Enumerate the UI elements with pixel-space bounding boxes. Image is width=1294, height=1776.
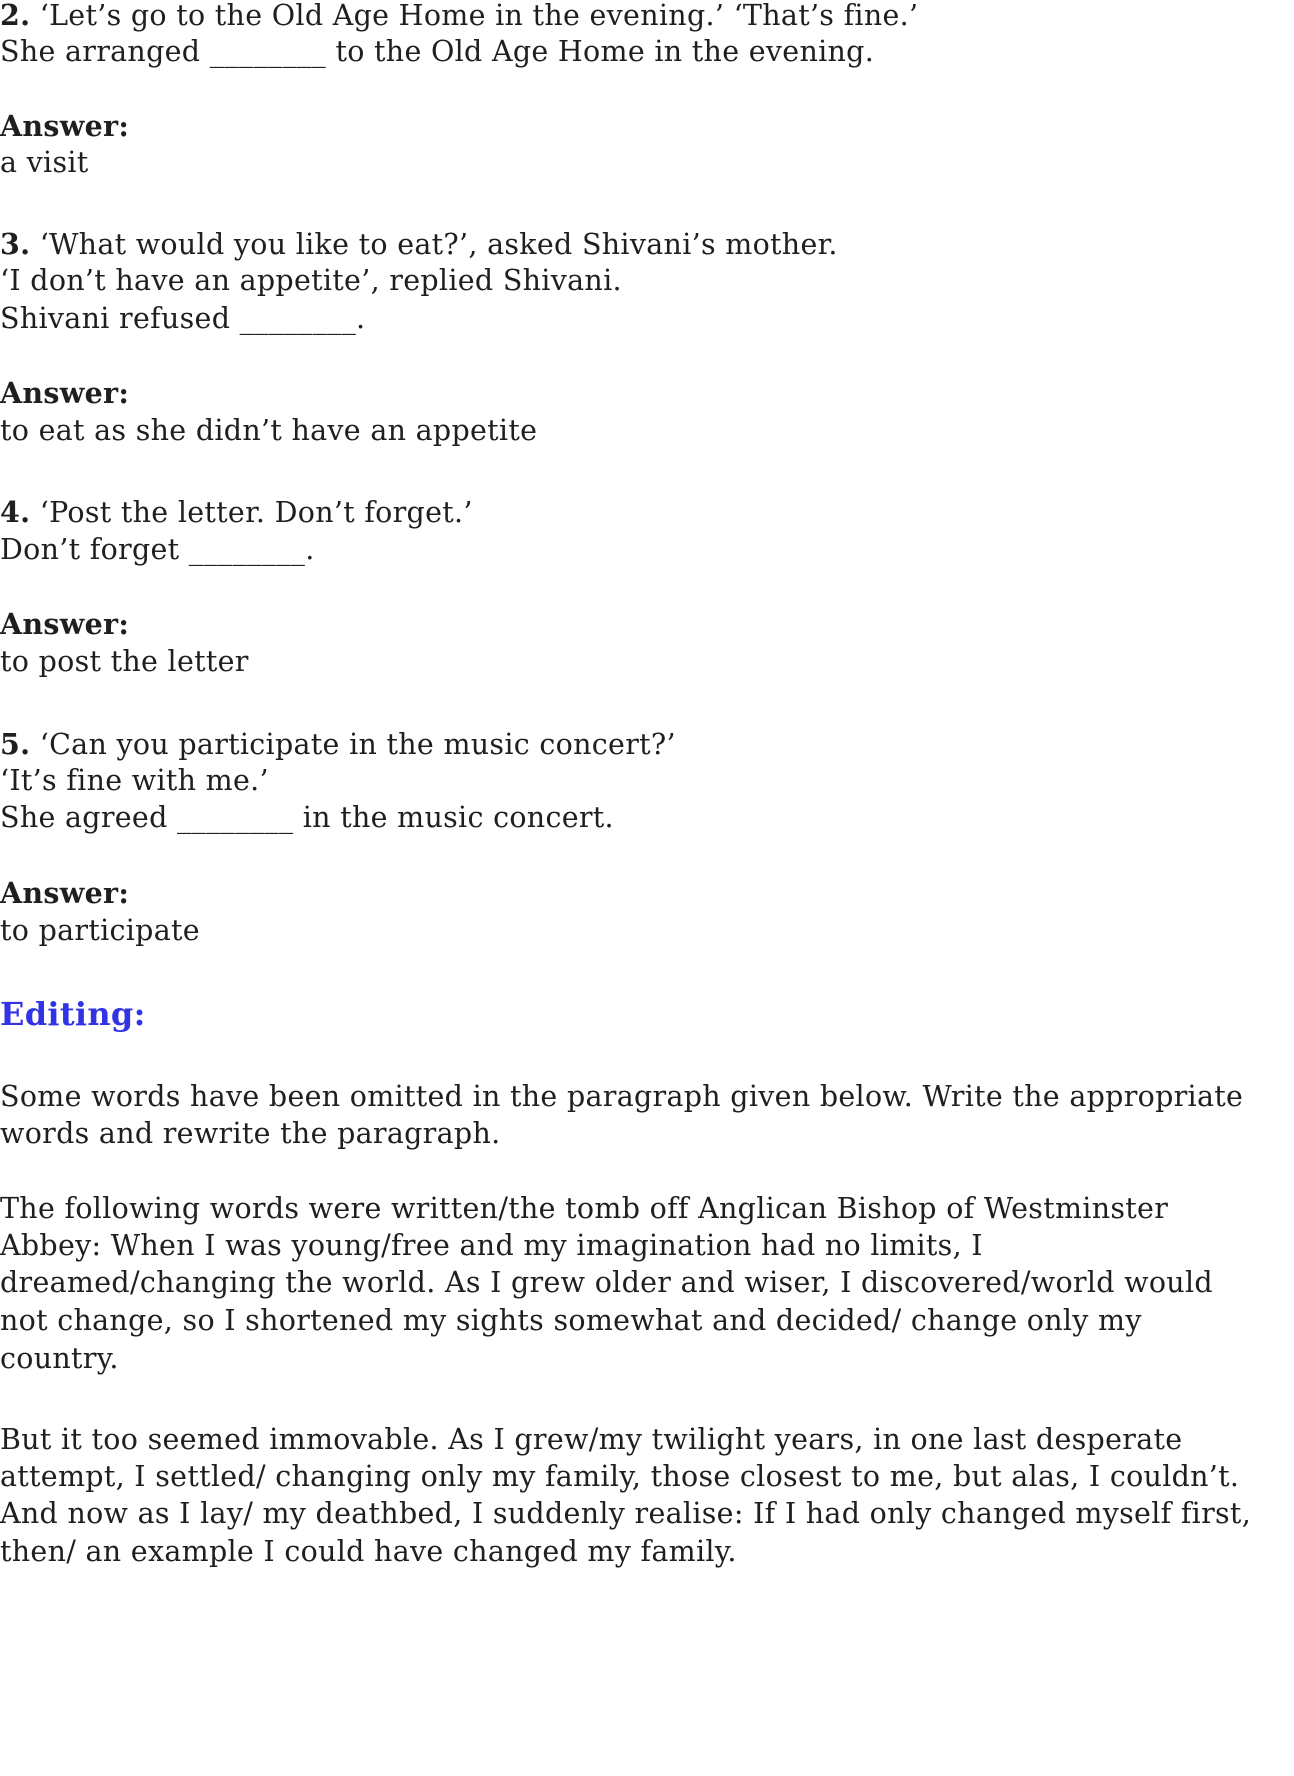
question-number: 5. xyxy=(0,727,31,761)
answer-label: Answer: xyxy=(0,109,130,143)
answer-text: to post the letter xyxy=(0,645,249,678)
paragraph-2-line: And now as I lay/ my deathbed, I suddenly realise: If I had only changed myself first, xyxy=(0,1497,1252,1530)
answer-label: Answer: xyxy=(0,876,130,910)
instruction-line-2: words and rewrite the paragraph. xyxy=(0,1117,501,1150)
paragraph-2-line: But it too seemed immovable. As I grew/my twilight years, in one last desperate xyxy=(0,1423,1183,1456)
paragraph-2-line: attempt, I settled/ changing only my family, those closest to me, but alas, I couldn’t. xyxy=(0,1460,1240,1493)
question-text: ‘Post the letter. Don’t forget.’ xyxy=(39,496,473,529)
answer-text: to participate xyxy=(0,914,200,947)
paragraph-1-line: not change, so I shortened my sights somewhat and decided/ change only my xyxy=(0,1304,1142,1337)
answer-text: a visit xyxy=(0,146,89,179)
question-3-line-1 xyxy=(0,223,838,265)
question-4-line-2: Don’t forget ________. xyxy=(0,533,315,566)
question-3-line-2: ‘I don’t have an appetite’, replied Shivani. xyxy=(0,264,622,297)
question-number: 4. xyxy=(0,495,31,529)
editing-heading: Editing: xyxy=(0,995,146,1033)
paragraph-1-line: country. xyxy=(0,1342,119,1375)
question-number: 2. xyxy=(0,0,31,32)
question-4-line-1 xyxy=(0,491,473,533)
question-number: 3. xyxy=(0,227,31,261)
answer-text: to eat as she didn’t have an appetite xyxy=(0,414,538,447)
paragraph-1-line: Abbey: When I was young/free and my imagination had no limits, I xyxy=(0,1229,983,1262)
question-3-line-3: Shivani refused ________. xyxy=(0,302,366,335)
question-text: ‘Can you participate in the music concert?’ xyxy=(39,728,676,761)
paragraph-1-line: The following words were written/the tomb off Anglican Bishop of Westminster xyxy=(0,1192,1169,1225)
question-text: ‘What would you like to eat?’, asked Shivani’s mother. xyxy=(39,228,838,261)
question-text: ‘Let’s go to the Old Age Home in the evening.’ ‘That’s fine.’ xyxy=(39,0,919,32)
answer-label: Answer: xyxy=(0,607,130,641)
paragraph-2-line: then/ an example I could have changed my family. xyxy=(0,1535,737,1568)
instruction-line-1: Some words have been omitted in the paragraph given below. Write the appropriate xyxy=(0,1080,1244,1113)
paragraph-1-line: dreamed/changing the world. As I grew older and wiser, I discovered/world would xyxy=(0,1266,1213,1299)
question-5-line-2: ‘It’s fine with me.’ xyxy=(0,764,269,797)
question-2-line-2: She arranged ________ to the Old Age Home in the evening. xyxy=(0,35,875,68)
question-5-line-1 xyxy=(0,723,676,765)
question-5-line-3: She agreed ________ in the music concert. xyxy=(0,801,614,834)
answer-label: Answer: xyxy=(0,376,130,410)
